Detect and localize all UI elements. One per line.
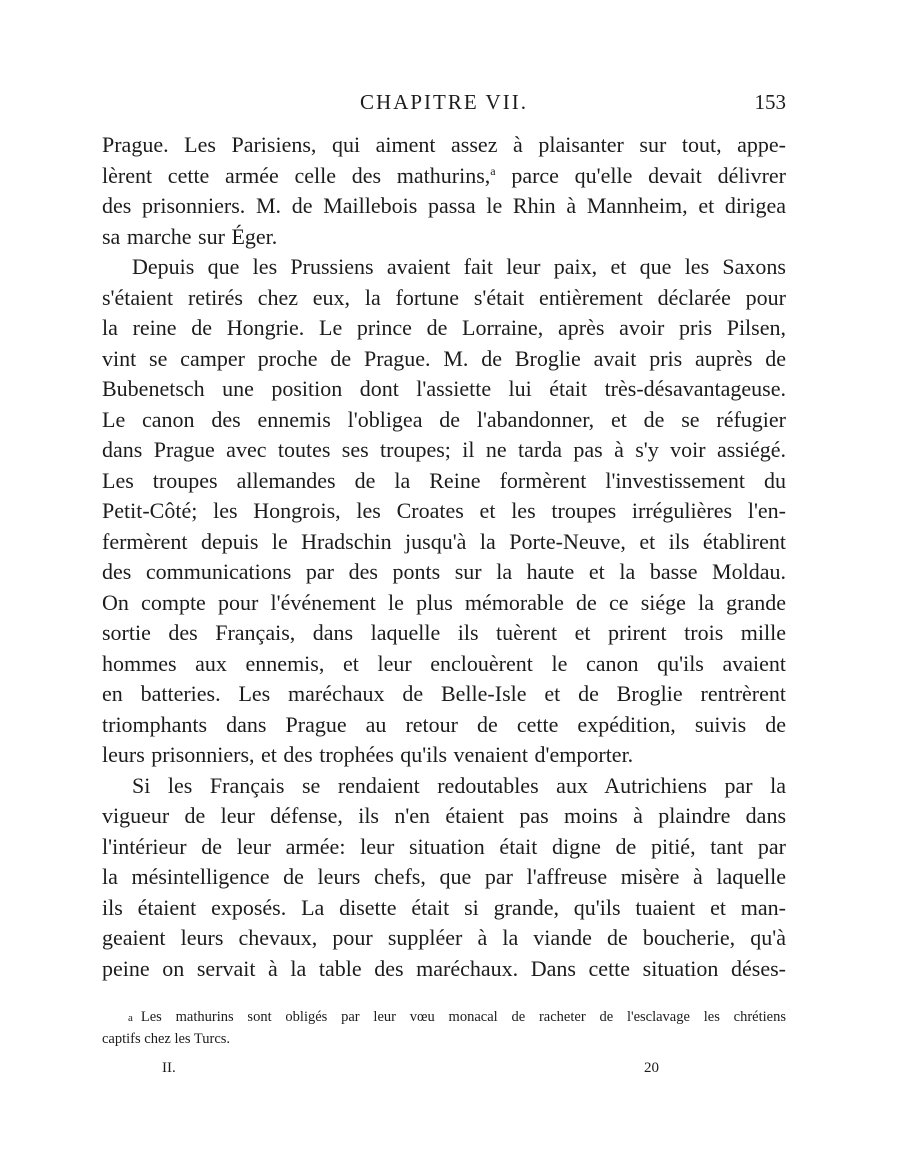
text-line-25: la mésintelligence de leurs chefs, que par l'affreuse misère à laquelle bbox=[102, 864, 786, 889]
text-line-6: s'étaient retirés chez eux, la fortune s'était entièrement déclarée pour bbox=[102, 284, 786, 310]
text-line-21: leurs prisonniers, et des trophées qu'ils venaient d'emporter. bbox=[102, 742, 634, 767]
text-line-22: Si les Français se rendaient redoutables aux Autrichiens par la bbox=[132, 772, 786, 798]
text-line-9: Bubenetsch une position dont l'assiette lui était très-désavantageuse. bbox=[102, 376, 786, 401]
text-line-27: geaient leurs chevaux, pour suppléer à la viande de boucherie, qu'à bbox=[102, 925, 786, 950]
text-line-28: peine on servait à la table des maréchaux. Dans cette situation déses- bbox=[102, 955, 786, 981]
text-line-1: Prague. Les Parisiens, qui aiment assez à plaisanter sur tout, appe- bbox=[102, 132, 786, 157]
text-line-24: l'intérieur de leur armée: leur situation était digne de pitié, tant par bbox=[102, 833, 786, 859]
text-line-26: ils étaient exposés. La disette était si grande, qu'ils tuaient et man- bbox=[102, 894, 786, 920]
text-line-2 bbox=[102, 161, 786, 192]
text-line-18: hommes aux ennemis, et leur enclouèrent le canon qu'ils avaient bbox=[102, 650, 786, 676]
text-line-14: fermèrent depuis le Hradschin jusqu'à la Porte-Neuve, et ils établirent bbox=[102, 528, 786, 554]
text-line-4: sa marche sur Éger. bbox=[102, 223, 278, 249]
footnote bbox=[102, 1006, 786, 1050]
text-line-5: Depuis que les Prussiens avaient fait leur paix, et que les Saxons bbox=[132, 254, 786, 279]
text-line-7: la reine de Hongrie. Le prince de Lorraine, après avoir pris Pilsen, bbox=[102, 315, 786, 340]
chapter-title: CHAPITRE VII. bbox=[360, 90, 528, 114]
body-text bbox=[102, 130, 786, 984]
footnote-line-1 bbox=[102, 1006, 786, 1028]
text-line-12: Les troupes allemandes de la Reine formèrent l'investissement du bbox=[102, 467, 786, 493]
text-line-11: dans Prague avec toutes ses troupes; il ne tarda pas à s'y voir assiégé. bbox=[102, 437, 786, 462]
footnote-reference: a bbox=[490, 163, 496, 178]
running-head bbox=[102, 88, 786, 118]
text-line-10: Le canon des ennemis l'obligea de l'abandonner, et de se réfugier bbox=[102, 406, 786, 432]
text-line-15: des communications par des ponts sur la haute et la basse Moldau. bbox=[102, 559, 786, 584]
text-line-2-start: lèrent cette armée celle des mathurins, bbox=[102, 162, 491, 188]
volume-signature: II. bbox=[162, 1060, 176, 1076]
text-line-2-end: parce qu'elle devait délivrer bbox=[495, 162, 786, 188]
footnote-marker: a bbox=[128, 1012, 133, 1024]
text-line-17: sortie des Français, dans laquelle ils tuèrent et prirent trois mille bbox=[102, 620, 786, 645]
text-line-8: vint se camper proche de Prague. M. de Broglie avait pris auprès de bbox=[102, 345, 786, 371]
text-line-20: triomphants dans Prague au retour de cette expédition, suivis de bbox=[102, 711, 786, 737]
text-line-16: On compte pour l'événement le plus mémorable de ce siége la grande bbox=[102, 589, 786, 615]
page-number: 153 bbox=[754, 90, 786, 114]
footnote-text-1: Les mathurins sont obligés par leur vœu monacal de racheter de l'esclavage les chrétiens bbox=[140, 1009, 786, 1025]
footnote-line-2: captifs chez les Turcs. bbox=[102, 1031, 231, 1047]
text-line-13: Petit-Côté; les Hongrois, les Croates et les troupes irrégulières l'en- bbox=[102, 498, 786, 523]
sheet-number: 20 bbox=[644, 1060, 659, 1076]
text-line-23: vigueur de leur défense, ils n'en étaient pas moins à plaindre dans bbox=[102, 803, 786, 828]
text-line-3: des prisonniers. M. de Maillebois passa le Rhin à Mannheim, et dirigea bbox=[102, 193, 786, 218]
text-line-19: en batteries. Les maréchaux de Belle-Isle et de Broglie rentrèrent bbox=[102, 681, 786, 706]
